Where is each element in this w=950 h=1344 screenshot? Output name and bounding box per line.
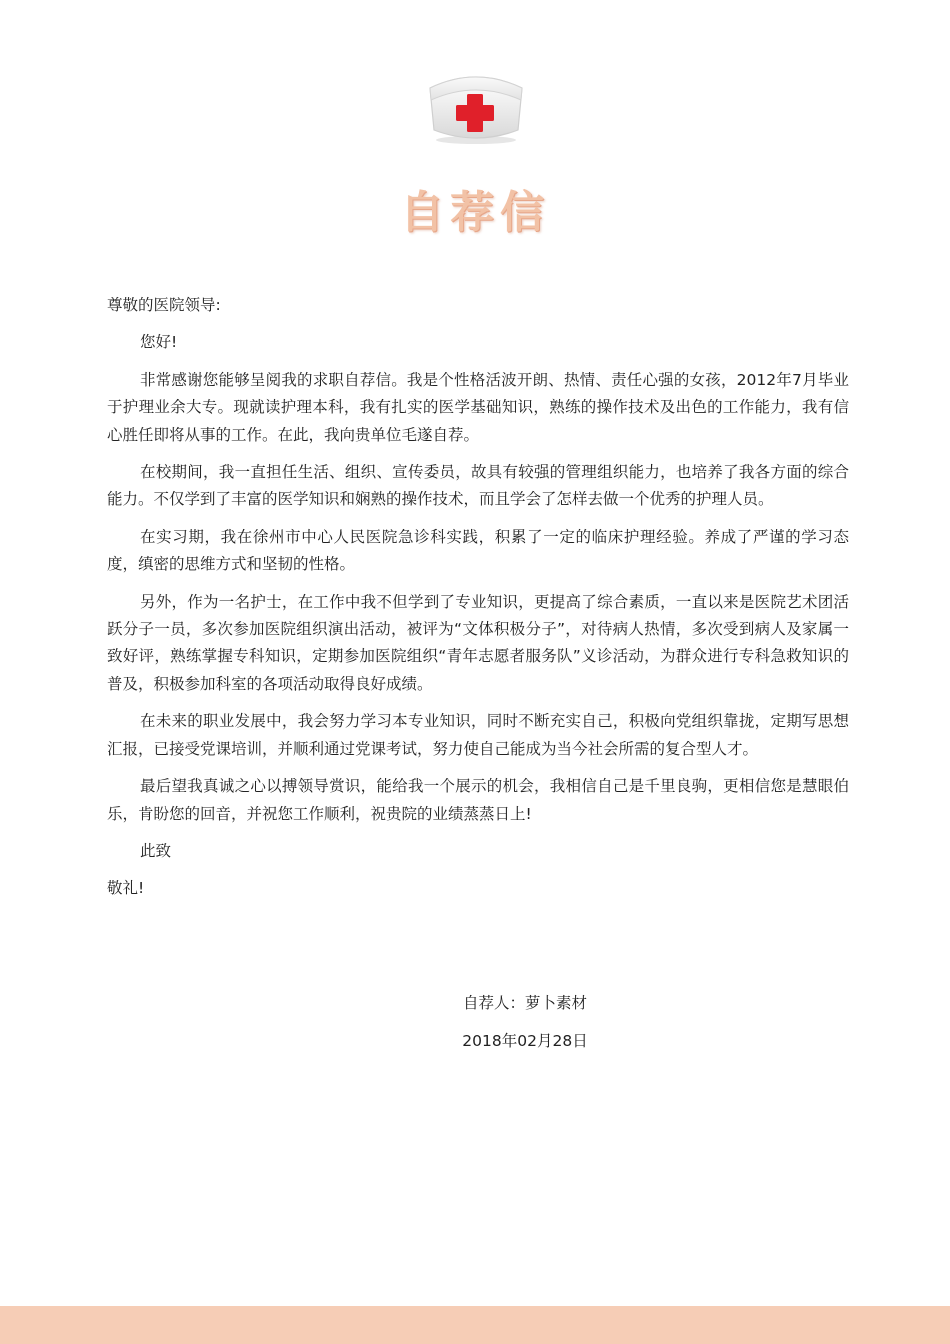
paragraph: 最后望我真诚之心以搏领导赏识，能给我一个展示的机会，我相信自己是千里良驹，更相信您是慧眼伯乐，肯盼您的回音，并祝您工作顺利，祝贵院的业绩蒸蒸日上! <box>107 777 849 823</box>
bottom-bar <box>0 1306 950 1344</box>
paragraph: 非常感谢您能够呈阅我的求职自荐信。我是个性格活波开朗、热情、责任心强的女孩，2012年7月毕业于护理业余大专。现就读护理本科，我有扎实的医学基础知识，熟练的操作技术及出色的工作能力，我有信心胜任即将从事的工作。在此，我向贵单位毛遂自荐。 <box>107 370 849 444</box>
salutation: 尊敬的医院领导: <box>107 296 221 314</box>
paragraph: 在校期间，我一直担任生活、组织、宣传委员，故具有较强的管理组织能力，也培养了我各方面的综合能力。不仅学到了丰富的医学知识和娴熟的操作技术，而且学会了怎样去做一个优秀的护理人员。 <box>107 463 849 509</box>
letter-title: 自荐信 <box>400 187 550 238</box>
paragraph: 另外，作为一名护士，在工作中我不但学到了专业知识，更提高了综合素质，一直以来是医院艺术团活跃分子一员，多次参加医院组织演出活动，被评为“文体积极分子”，对待病人热情，多次受到病人及家属一致好评，熟练掌握专科知识，定期参加医院组织“青年志愿者服务队”义诊活动，为群众进行专科急救知识的普及，积极参加科室的各项活动取得良好成绩。 <box>107 592 849 693</box>
paragraph: 在未来的职业发展中，我会努力学习本专业知识，同时不断充实自己，积极向党组织靠拢，定期写思想汇报，已接受党课培训，并顺利通过党课考试，努力使自己能成为当今社会所需的复合型人才。 <box>107 712 849 758</box>
signer: 自荐人：萝卜素材 <box>462 994 587 1012</box>
nurse-cap-icon <box>424 64 528 144</box>
letter-body <box>107 292 849 913</box>
date: 2018年02月28日 <box>462 1032 588 1050</box>
regards: 敬礼! <box>107 879 145 898</box>
paragraph: 在实习期，我在徐州市中心人民医院急诊科实践，积累了一定的临床护理经验。养成了严谨的学习态度，缜密的思维方式和坚韧的性格。 <box>107 527 849 574</box>
closing: 此致 <box>140 841 172 860</box>
greeting: 您好! <box>140 333 178 352</box>
